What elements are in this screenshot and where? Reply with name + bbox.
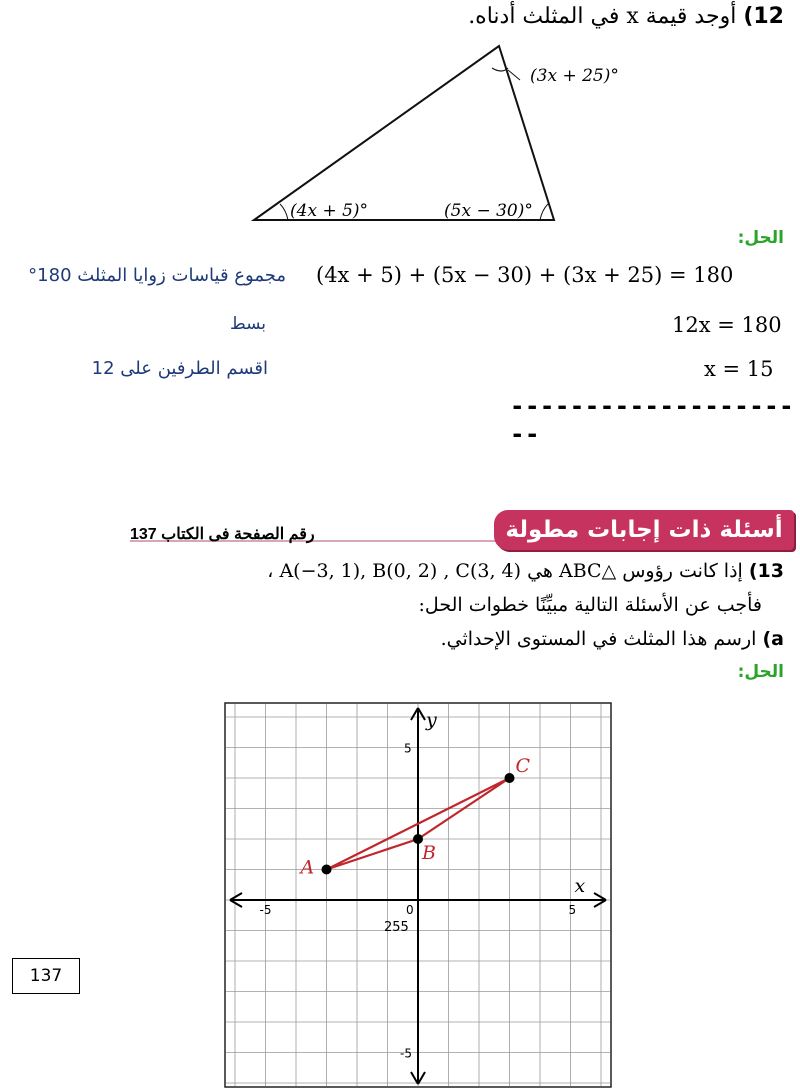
- divider-dashes: ---------------------: [510, 392, 795, 448]
- vertex-label-b: B: [422, 842, 436, 864]
- solution-label-2: الحل:: [737, 662, 784, 682]
- banner-page-note: رقم الصفحة فى الكتاب 137: [130, 526, 315, 543]
- tick-label-y-pos: 5: [404, 741, 412, 756]
- coordinate-graph: [224, 702, 614, 1090]
- tick-label-x-neg: -5: [259, 903, 272, 917]
- solution-label: الحل:: [737, 228, 784, 248]
- angle-arc-right: [540, 204, 548, 220]
- vertex-label-a: A: [300, 856, 315, 879]
- step-1-note: مجموع قياسات زوايا المثلث 180°: [28, 265, 286, 286]
- step-2-note: بسط: [229, 314, 266, 334]
- vertex-point-a: [322, 865, 332, 875]
- angle-arc-left: [280, 204, 288, 220]
- question-12: [468, 4, 784, 29]
- step-1-equation: (4x + 5) + (5x − 30) + (3x + 25) = 180: [316, 263, 734, 287]
- page-box: 137: [12, 958, 80, 994]
- axis-label-y: y: [426, 709, 437, 731]
- banner-title: أسئلة ذات إجابات مطولة: [494, 510, 794, 550]
- step-3-equation: x = 15: [704, 357, 774, 381]
- tick-label-y-neg: -5: [400, 1046, 412, 1061]
- axis-label-x: x: [574, 875, 586, 897]
- question-13-number: 13): [748, 560, 784, 582]
- vertex-point-c: [505, 773, 515, 783]
- triangle-shape: [254, 46, 554, 220]
- angle-label-left: (4x + 5)°: [290, 201, 369, 221]
- question-13-line2: فأجب عن الأسئلة التالية مبيِّنًا خطوات الحل:: [418, 594, 762, 616]
- triangle-figure: [240, 44, 570, 224]
- step-3-note: اقسم الطرفين على 12: [91, 358, 268, 379]
- part-a-label: a): [762, 628, 784, 650]
- step-2-equation: 12x = 180: [672, 313, 782, 337]
- tick-label-x-pos: 5: [568, 903, 577, 917]
- footer-page-number: 255: [384, 920, 409, 935]
- angle-label-top: (3x + 25)°: [530, 66, 619, 86]
- vertex-label-c: C: [515, 755, 531, 777]
- question-13-part-a: [441, 628, 784, 650]
- section-banner: [130, 510, 794, 552]
- tick-label-origin: 0: [406, 903, 414, 917]
- question-13-text: إذا كانت رؤوس △ABC هي A(−3, 1), B(0, 2) , C(3, 4) ،: [267, 560, 743, 582]
- angle-label-right: (5x − 30)°: [444, 201, 533, 221]
- question-text: أوجد قيمة x في المثلث أدناه.: [468, 4, 737, 29]
- question-13-line1: [267, 560, 784, 582]
- question-number: 12): [743, 4, 784, 29]
- part-a-text: ارسم هذا المثلث في المستوى الإحداثي.: [440, 628, 757, 650]
